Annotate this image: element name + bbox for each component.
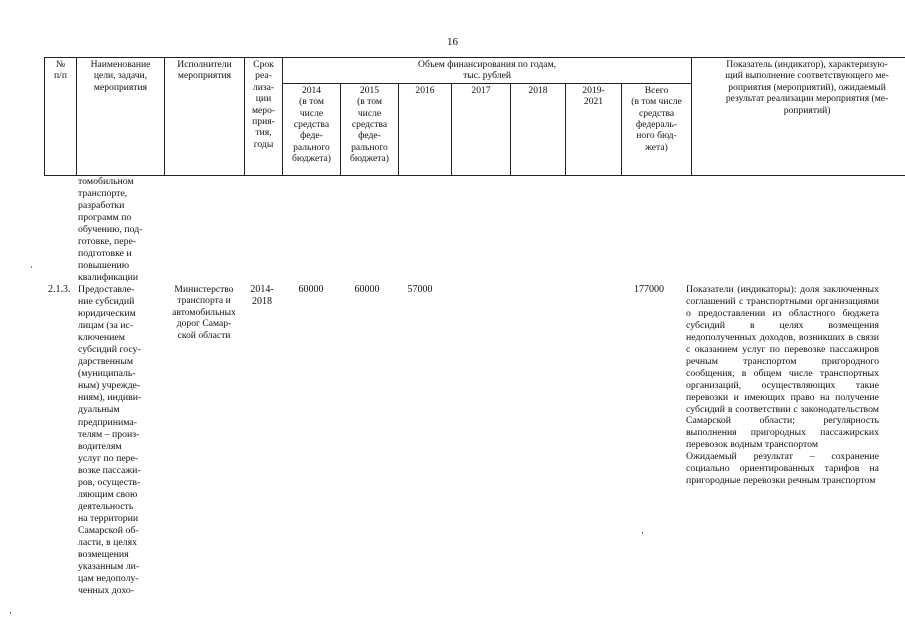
header-total: Всего (в том числе средства федераль- ного бюд- жета) bbox=[622, 83, 692, 175]
name-line: водителям bbox=[78, 440, 122, 452]
row-executor: Министерство транспорта и автомобильных дорог Самар- ской области bbox=[172, 284, 236, 341]
name-line: дарственным bbox=[78, 356, 134, 368]
cont-line: программ по bbox=[78, 212, 132, 224]
name-line: дуальным bbox=[78, 404, 120, 416]
cont-line: транспорте, bbox=[78, 188, 128, 200]
header-2014: 2014 (в том числе средства феде- рального бюджета) bbox=[283, 83, 341, 175]
name-line: услуг по пере- bbox=[78, 452, 139, 464]
value-2016: 57000 bbox=[407, 284, 433, 295]
header-indicator: Показатель (индикатор), характеризую- щий выполнение соответствующего ме- роприятия (мероприятий), ожидаемый результат реализации мероприятия (ме- роприятий) bbox=[692, 58, 905, 176]
name-line: ным) учрежде- bbox=[78, 380, 141, 392]
header-num: № п/п bbox=[45, 58, 77, 176]
name-line: субсидий госу- bbox=[78, 344, 141, 356]
name-line: возмещения bbox=[78, 549, 129, 561]
cont-line: квалификации bbox=[78, 272, 139, 284]
continuation-text bbox=[78, 176, 162, 284]
header-2019-2021: 2019- 2021 bbox=[566, 83, 622, 175]
scan-speck bbox=[10, 612, 11, 614]
row-indicator bbox=[686, 284, 879, 487]
page-number: 16 bbox=[447, 36, 458, 48]
cont-line: подготовке и bbox=[78, 248, 132, 260]
cont-line: повышению bbox=[78, 260, 130, 272]
name-line: юридическим bbox=[78, 308, 136, 320]
name-line: Самарской об- bbox=[78, 524, 139, 536]
name-line: ласти, в целях bbox=[78, 536, 137, 548]
name-line: ключением bbox=[78, 332, 125, 344]
name-line: предпринима- bbox=[78, 416, 137, 428]
name-line: ние субсидий bbox=[78, 296, 135, 308]
value-2015: 60000 bbox=[354, 284, 380, 295]
name-line: цам недополу- bbox=[78, 573, 139, 585]
indicator-text: Показатели (индикаторы): доля заключенных соглашений с транспортными организациями о предоставлении из областного бюджета субсидий в целях возмещения недополученных доходов, возникших в связи с оказанием услуг по перевозке пассажиров речным транспортом пригородного сообщения, в общем числе транспортных организаций, осуществляющих такие перевозки и имеющих право на получение субсидий в соответствии с законодательством Самарской области; регулярность выполнения пригородных пассажирских перевозок водным транспортом bbox=[686, 284, 879, 451]
scan-speck bbox=[642, 532, 643, 534]
name-line: Предоставле- bbox=[78, 284, 135, 295]
expected-result-text: Ожидаемый результат – сохранение социально ориентированных тарифов на пригородные перевозки речным транспортом bbox=[686, 451, 879, 487]
header-2016: 2016 bbox=[399, 83, 452, 175]
name-line: указанным ли- bbox=[78, 561, 140, 573]
cont-line: разработки bbox=[78, 200, 125, 212]
value-total: 177000 bbox=[634, 284, 664, 295]
name-line: лицам (за ис- bbox=[78, 320, 134, 332]
name-line: на территории bbox=[78, 512, 139, 524]
row-name bbox=[78, 284, 162, 597]
name-line: ляющим свою bbox=[78, 488, 138, 500]
row-number: 2.1.3. bbox=[48, 284, 71, 295]
name-line: (муниципаль- bbox=[78, 368, 136, 380]
header-2015: 2015 (в том числе средства феде- рального бюджета) bbox=[341, 83, 399, 175]
name-line: ченных дохо- bbox=[78, 585, 135, 597]
header-2018: 2018 bbox=[511, 83, 566, 175]
name-line: возке пассажи- bbox=[78, 464, 141, 476]
name-line: телям – произ- bbox=[78, 428, 140, 440]
header-2017: 2017 bbox=[452, 83, 511, 175]
header-term: Срок реа- лиза- ции меро- прия- тия, годы bbox=[245, 58, 283, 176]
row-term: 2014- 2018 bbox=[250, 284, 274, 307]
cont-line: готовке, пере- bbox=[78, 236, 137, 248]
cont-line: томобильном bbox=[78, 176, 134, 187]
cont-line: обучению, под- bbox=[78, 224, 143, 236]
header-funding: Объем финансирования по годам, тыс. рублей bbox=[283, 58, 692, 84]
name-line: деятельность bbox=[78, 500, 134, 512]
name-line: ниям), индиви- bbox=[78, 392, 142, 404]
table-header bbox=[44, 57, 905, 176]
name-line: ров, осуществ- bbox=[78, 476, 141, 488]
value-2014: 60000 bbox=[298, 284, 324, 295]
header-executors: Исполнители мероприятия bbox=[165, 58, 245, 176]
scan-speck bbox=[31, 266, 32, 268]
header-name: Наименование цели, задачи, мероприятия bbox=[77, 58, 165, 176]
